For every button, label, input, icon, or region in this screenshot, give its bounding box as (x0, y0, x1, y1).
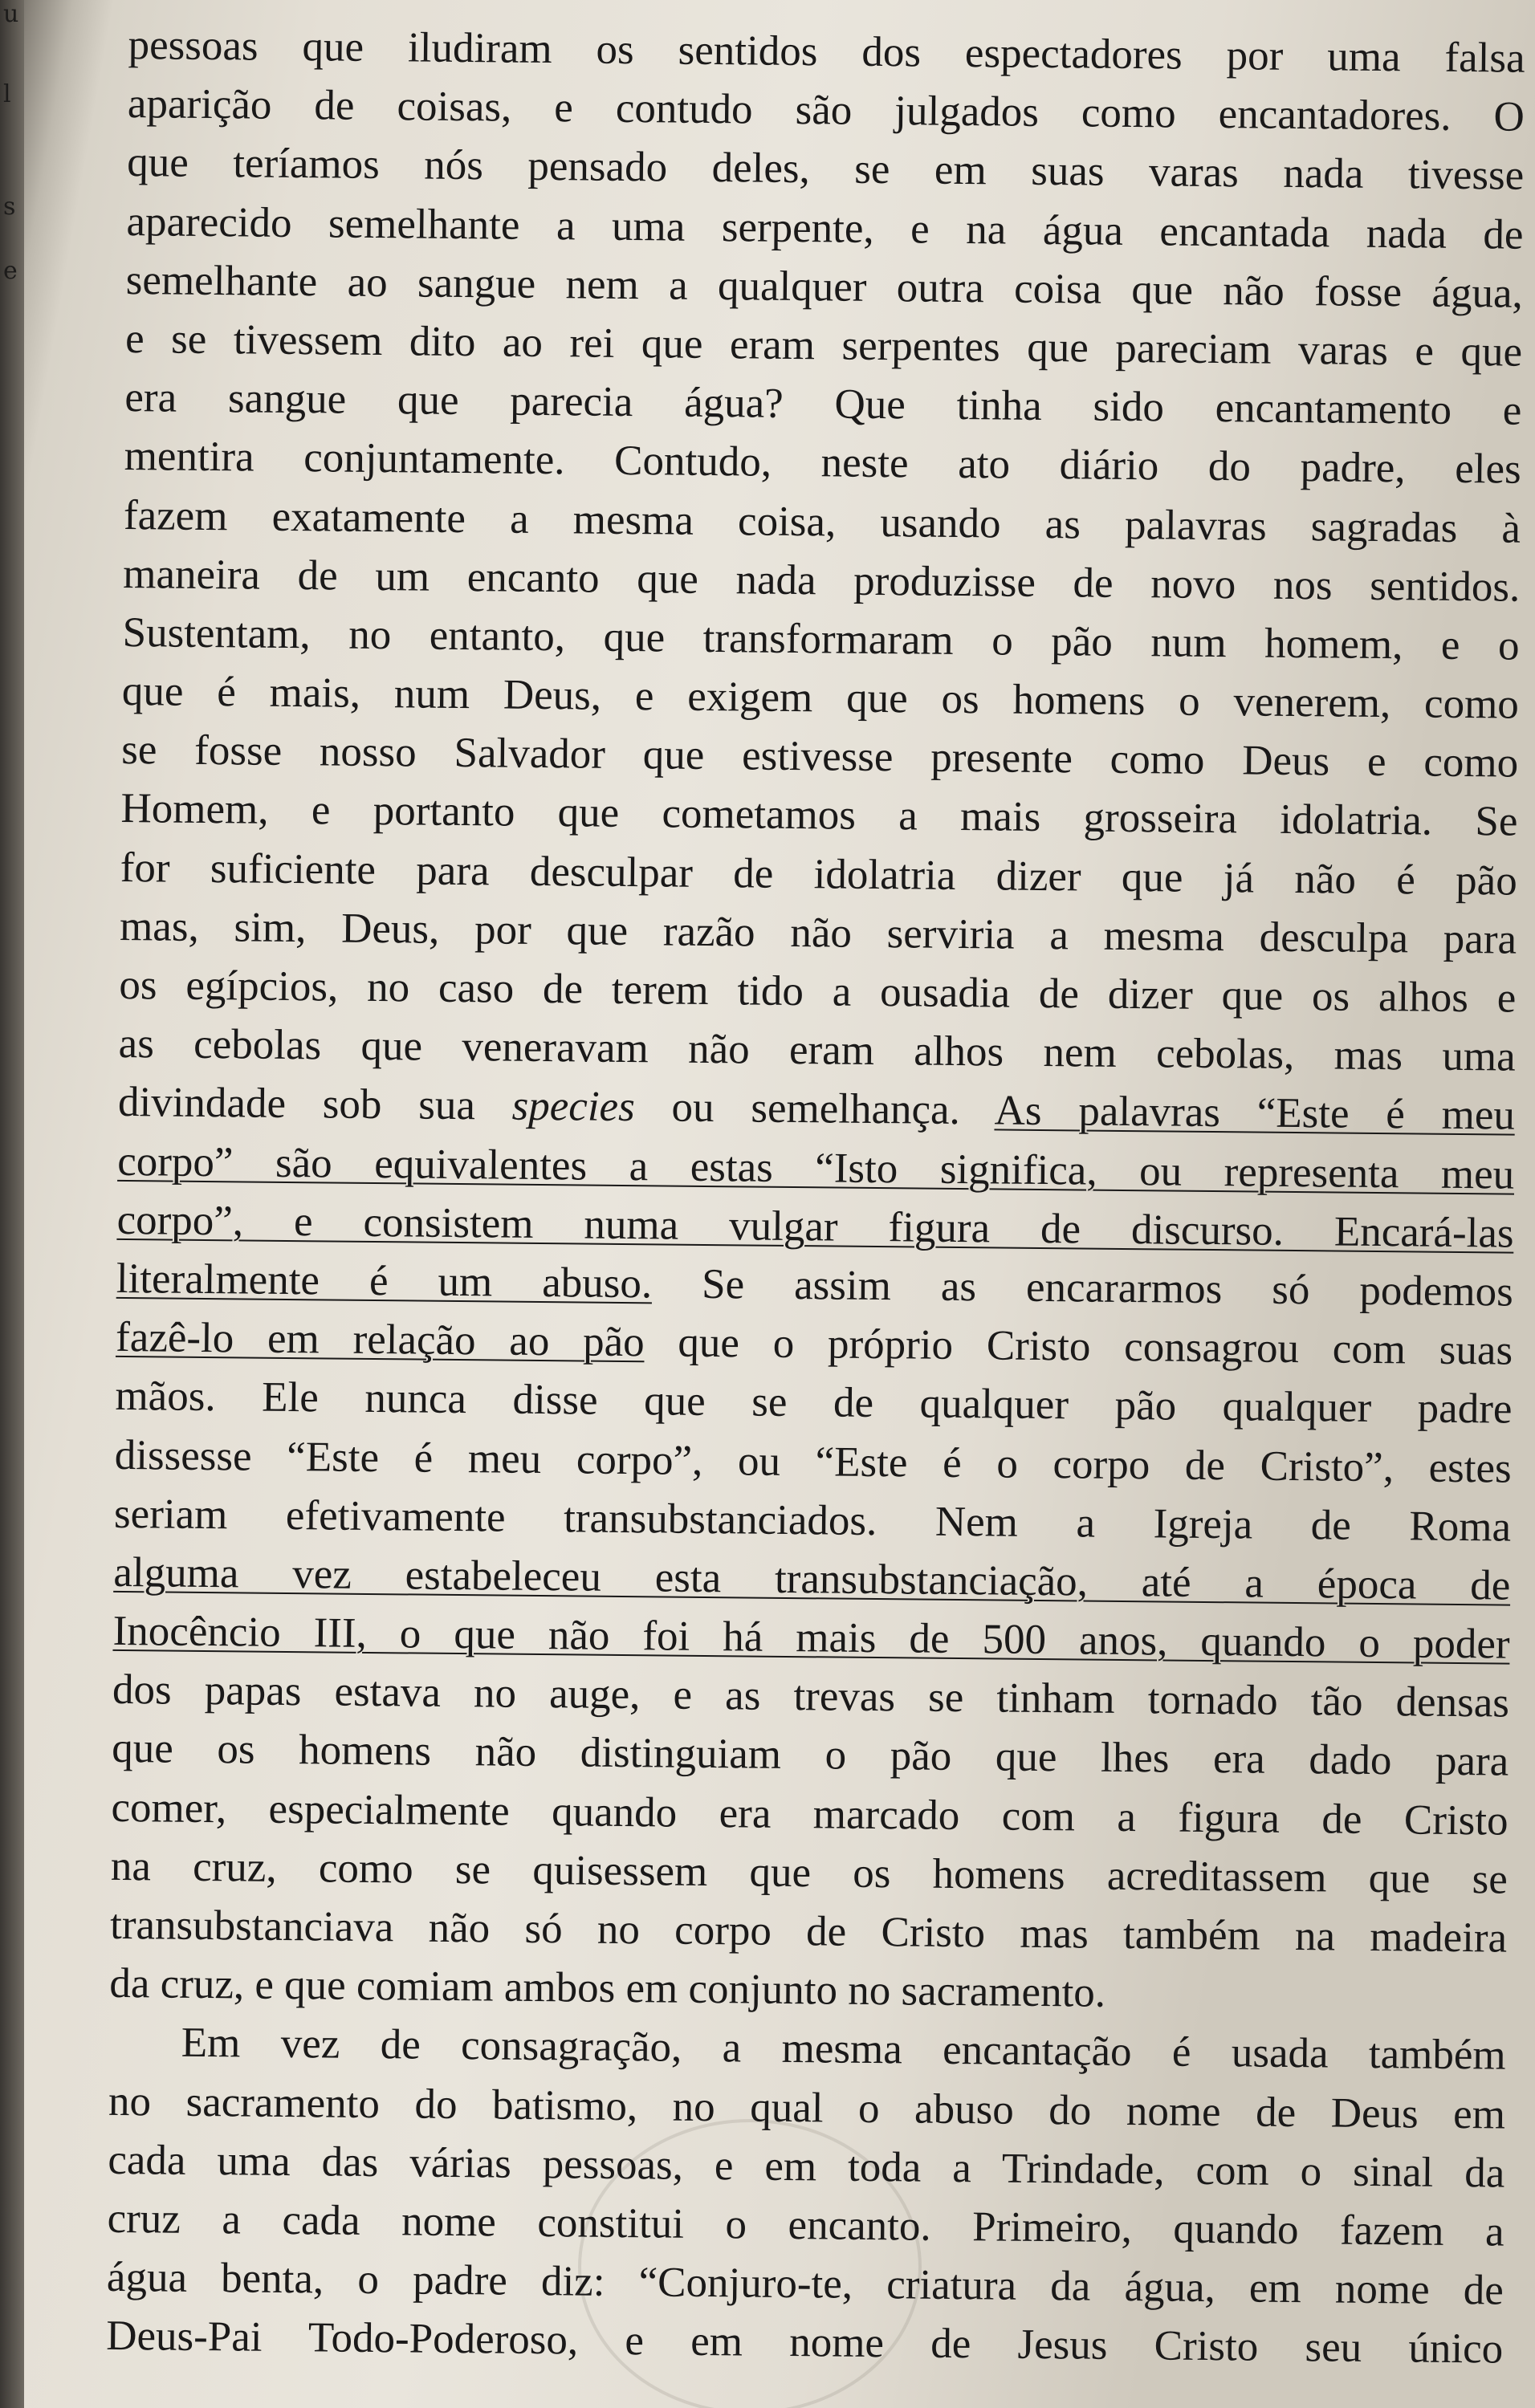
underlined-text: corpo”, e consistem numa vulgar figura de discurso. Encará-las (116, 1196, 1514, 1257)
margin-letter: s (3, 193, 16, 221)
underlined-text: fazê-lo em relação ao pão (115, 1314, 645, 1366)
line-text: e se tivessem dito ao rei que eram serpentes que pareciam varas e que (124, 315, 1523, 376)
margin-letter: u (3, 0, 19, 28)
line-text: seriam efetivamente transubstanciados. Nem a Igreja de Roma (113, 1490, 1512, 1551)
line-text: semelhante ao sangue nem a qualquer outra coisa que não fosse água, (125, 256, 1524, 317)
line-text: maneira de um encanto que nada produzisse de novo nos sentidos. (123, 550, 1521, 611)
line-text: as cebolas que veneravam não eram alhos nem cebolas, mas uma (118, 1020, 1516, 1080)
underlined-text: As palavras “Este é meu (994, 1087, 1516, 1140)
facing-page-letters (0, 0, 32, 321)
line-text: era sangue que parecia água? Que tinha sido encantamento e (124, 374, 1522, 434)
line-text: os egípcios, no caso de terem tido a ousadia de dizer que os alhos e (119, 961, 1517, 1022)
line-text: que teríamos nós pensado deles, se em suas varas nada tivesse (126, 139, 1525, 200)
line-text: cada uma das várias pessoas, e em toda a Trindade, com o sinal da (108, 2136, 1505, 2197)
underlined-text: literalmente é um abuso. (116, 1255, 653, 1308)
line-text: Em vez de consagração, a mesma encantação é usada também (181, 2020, 1506, 2079)
line-text: que o próprio Cristo consagrou com suas (644, 1319, 1513, 1374)
line-text: aparecido semelhante a uma serpente, e na água encantada nada de (126, 197, 1524, 258)
line-text: mentira conjuntamente. Contudo, neste ato diário do padre, eles (124, 433, 1521, 493)
line-text: que os homens não distinguiam o pão que lhes era dado para (112, 1725, 1509, 1786)
line-text: no sacramento do batismo, no qual o abuso do nome de Deus em (108, 2077, 1506, 2138)
underlined-text: alguma vez estabeleceu esta transubstanciação, até a época de (113, 1548, 1511, 1609)
body-text (106, 16, 1525, 2379)
line-text: Se assim as encararmos só podemos (651, 1260, 1514, 1316)
line-text: mas, sim, Deus, por que razão não serviria a mesma desculpa para (119, 902, 1517, 963)
margin-letter: l (3, 80, 11, 108)
page-curl-shadow (0, 0, 24, 2408)
line-text: transubstanciava não só no corpo de Cristo mas também na madeira (109, 1901, 1508, 1962)
underlined-text: corpo” são equivalentes a estas “Isto significa, ou representa meu (117, 1137, 1515, 1198)
line-text: Deus-Pai Todo-Poderoso, e em nome de Jesus Cristo seu único (105, 2312, 1504, 2373)
line-text: da cruz, e que comiam ambos em conjunto no sacramento. (109, 1960, 1106, 2016)
line-text: fazem exatamente a mesma coisa, usando as palavras sagradas à (123, 491, 1521, 552)
line-text: que é mais, num Deus, e exigem que os homens o venerem, como (121, 668, 1520, 728)
line-text: divindade sob sua (117, 1079, 512, 1130)
text-line (106, 2307, 1504, 2379)
line-text: Homem, e portanto que cometamos a mais grosseira idolatria. Se (120, 785, 1518, 846)
line-text: for suficiente para desculpar de idolatria dizer que já não é pão (120, 844, 1518, 905)
italic-term: species (511, 1083, 636, 1131)
line-text: comer, especialmente quando era marcado com a figura de Cristo (111, 1784, 1509, 1845)
line-text: cruz a cada nome constitui o encanto. Primeiro, quando fazem a (107, 2194, 1504, 2255)
underlined-text: Inocêncio III, o que não foi há mais de 500 anos, quando o poder (112, 1607, 1510, 1668)
line-text: pessoas que iludiram os sentidos dos espectadores por uma falsa (128, 21, 1525, 82)
line-text: na cruz, como se quisessem que os homens acreditassem que se (110, 1842, 1509, 1903)
line-text: dissesse “Este é meu corpo”, ou “Este é o corpo de Cristo”, estes (114, 1431, 1512, 1492)
line-text: dos papas estava no auge, e as trevas se tinham tornado tão densas (112, 1666, 1510, 1727)
line-text: mãos. Ele nunca disse que se de qualquer pão qualquer padre (115, 1373, 1513, 1433)
line-text: ou semelhança. (634, 1084, 995, 1134)
line-text: aparição de coisas, e contudo são julgados como encantadores. O (127, 80, 1525, 140)
line-text: Sustentam, no entanto, que transformaram o pão num homem, e o (122, 608, 1520, 669)
line-text: água benta, o padre diz: “Conjuro-te, criatura da água, em nome de (106, 2253, 1504, 2314)
line-text: se fosse nosso Salvador que estivesse presente como Deus e como (120, 726, 1519, 787)
margin-letter: e (3, 257, 18, 285)
